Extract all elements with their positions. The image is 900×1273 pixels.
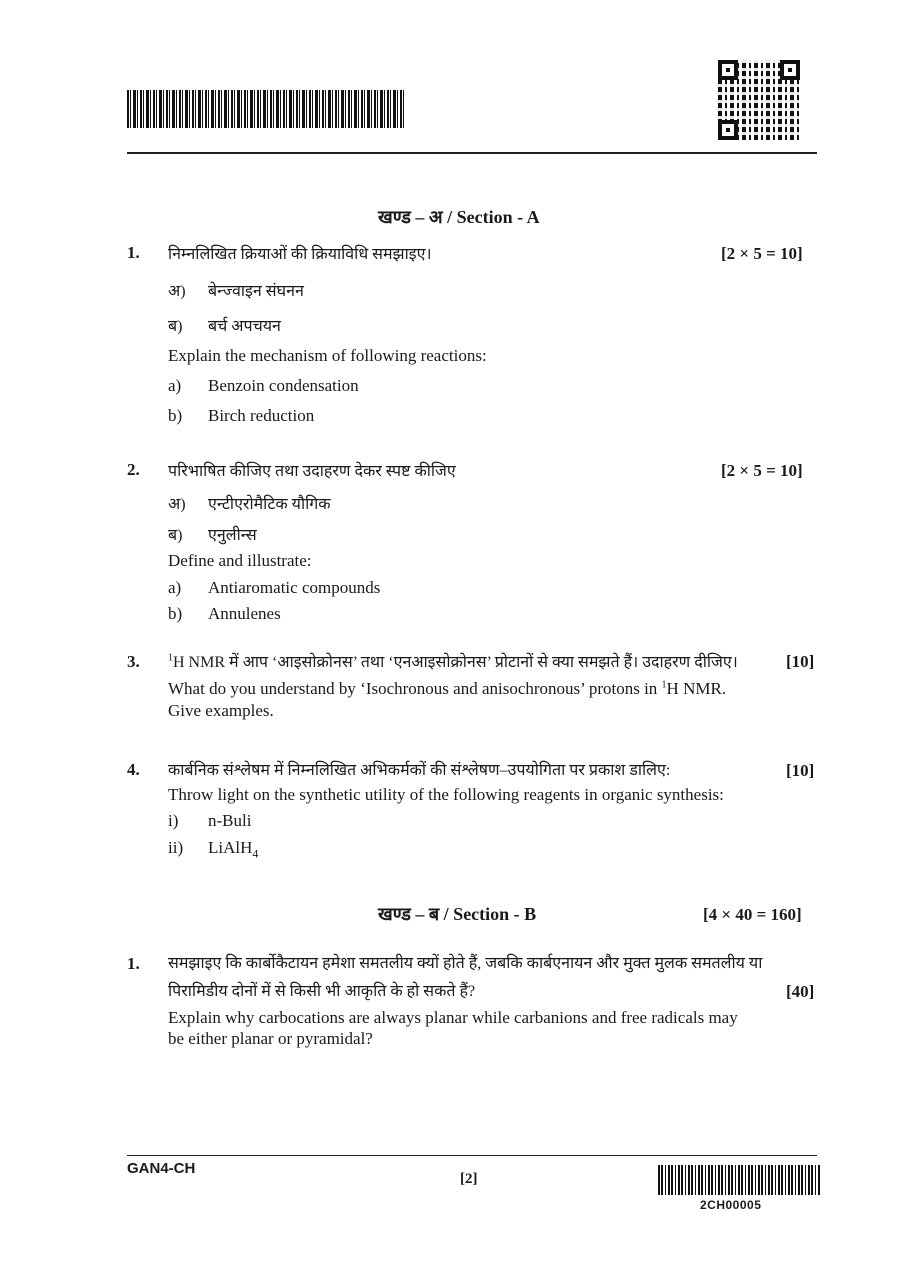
list-item: Birch reduction — [208, 406, 315, 425]
question-text-english — [168, 679, 726, 699]
footer-divider — [127, 1155, 817, 1156]
header-divider — [127, 152, 817, 154]
list-item: Antiaromatic compounds — [208, 578, 381, 597]
paper-code: GAN4-CH — [127, 1160, 196, 1177]
section-b-title: खण्ड – ब / Section - B — [378, 904, 537, 924]
list-label: ब) — [168, 527, 183, 544]
list-label: b) — [168, 604, 183, 623]
question-text-hindi: समझाइए कि कार्बोकैटायन हमेशा समतलीय क्यों होते हैं, जबकि कार्बएनायन और मुक्त मुलक समतलीय या — [168, 955, 763, 972]
question-text-hindi — [168, 650, 758, 672]
question-text-hindi: परिभाषित कीजिए तथा उदाहरण देकर स्पष्ट कीजिए — [168, 463, 456, 480]
formula-text: LiAlH — [208, 838, 253, 857]
list-label: अ) — [168, 496, 186, 513]
list-label: a) — [168, 578, 182, 597]
list-item: बेन्ज्वाइन संघनन — [208, 283, 304, 300]
question-number: 2. — [127, 460, 140, 479]
question-text-hindi: पिरामिडीय दोनों में से किसी भी आकृति के हो सकते हैं? — [168, 983, 476, 1000]
question-text-english: Define and illustrate: — [168, 551, 312, 570]
list-item — [208, 838, 258, 861]
question-number: 4. — [127, 760, 140, 779]
list-label: ii) — [168, 838, 184, 857]
list-item: Annulenes — [208, 604, 281, 623]
section-marks: [4 × 40 = 160] — [703, 905, 802, 924]
question-number: 3. — [127, 652, 140, 671]
superscript: 1 — [168, 652, 173, 664]
list-item: Benzoin condensation — [208, 376, 359, 395]
question-text-english: Explain the mechanism of following reactions: — [168, 346, 487, 365]
question-number: 1. — [127, 954, 140, 973]
list-label: ब) — [168, 318, 183, 335]
question-marks: [40] — [786, 982, 815, 1001]
question-text-hindi-body: H NMR में आप ‘आइसोक्रोनस’ तथा ‘एनआइसोक्रोनस’ प्रोटानों से क्या समझते हैं। उदाहरण दीजिए। — [173, 654, 738, 671]
superscript: 1 — [661, 679, 667, 691]
question-text-hindi: कार्बनिक संश्लेषम में निम्नलिखित अभिकर्मकों की संश्लेषण–उपयोगिता पर प्रकाश डालिए: — [168, 762, 671, 779]
question-text-english-body: What do you understand by ‘Isochronous and anisochronous’ protons in — [168, 679, 662, 698]
question-text-hindi: निम्नलिखित क्रियाओं की क्रियाविधि समझाइए। — [168, 246, 432, 263]
question-marks: [2 × 5 = 10] — [721, 461, 803, 480]
section-a-title: खण्ड – अ / Section - A — [378, 207, 540, 227]
question-marks: [10] — [786, 761, 815, 780]
question-text-english: be either planar or pyramidal? — [168, 1029, 373, 1048]
question-number: 1. — [127, 243, 140, 262]
list-label: i) — [168, 811, 179, 830]
list-item: n-Buli — [208, 811, 252, 830]
list-item: एन्टीएरोमैटिक यौगिक — [208, 496, 331, 513]
list-label: अ) — [168, 283, 186, 300]
barcode-icon — [127, 90, 405, 128]
question-text-english: Explain why carbocations are always planar while carbanions and free radicals may — [168, 1008, 738, 1027]
list-label: a) — [168, 376, 182, 395]
barcode-icon — [658, 1165, 821, 1195]
list-item: एनुलीन्स — [208, 527, 257, 544]
question-text-english-tail: H NMR. — [666, 679, 727, 698]
list-item: बर्च अपचयन — [208, 318, 281, 335]
list-label: b) — [168, 406, 183, 425]
page-number: [2] — [460, 1171, 478, 1187]
question-marks: [2 × 5 = 10] — [721, 244, 803, 263]
barcode-id: 2CH00005 — [700, 1198, 762, 1212]
question-text-english: Give examples. — [168, 701, 274, 720]
subscript: 4 — [252, 846, 259, 861]
question-marks: [10] — [786, 652, 815, 671]
question-text-english: Throw light on the synthetic utility of the following reagents in organic synthesis: — [168, 785, 724, 804]
qr-code-icon — [718, 60, 800, 140]
